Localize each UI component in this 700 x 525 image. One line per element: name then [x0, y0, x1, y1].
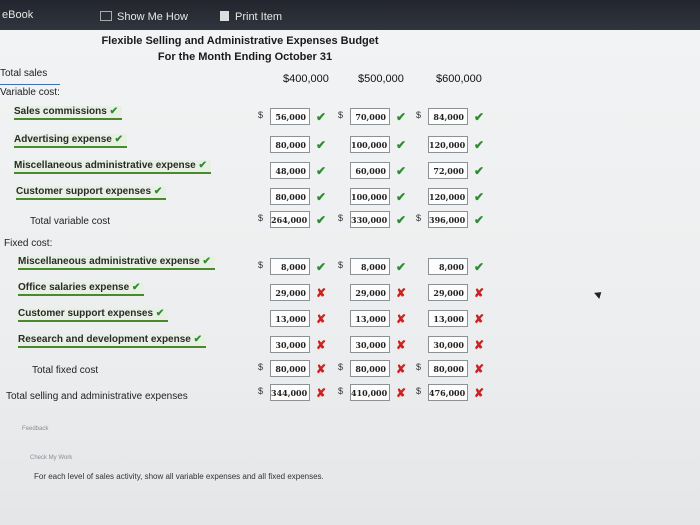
- amount-input[interactable]: 80,000: [270, 136, 310, 153]
- check-icon: ✔: [316, 260, 327, 274]
- fixed-cost-label: Fixed cost:: [4, 238, 53, 249]
- check-icon: ✔: [155, 308, 165, 319]
- check-icon: ✔: [474, 260, 485, 274]
- worksheet: [0, 30, 700, 525]
- x-mark-icon: ✘: [396, 386, 407, 400]
- dollar-sign: $: [258, 110, 264, 120]
- check-icon: ✔: [202, 256, 211, 267]
- row-label: Customer support expenses ✔: [16, 186, 166, 200]
- amount-input[interactable]: 476,000: [428, 384, 468, 401]
- dollar-sign: $: [416, 386, 422, 396]
- amount-input[interactable]: 100,000: [350, 188, 390, 205]
- x-mark-icon: ✘: [474, 338, 485, 352]
- dollar-sign: $: [416, 362, 422, 372]
- check-icon: ✔: [474, 164, 485, 178]
- budget-subtitle: For the Month Ending October 31: [157, 51, 333, 63]
- amount-input[interactable]: 72,000: [428, 162, 468, 179]
- print-item-label: Print Item: [235, 11, 283, 23]
- dollar-sign: $: [416, 213, 422, 223]
- amount-input[interactable]: 80,000: [428, 360, 468, 377]
- show-me-how-icon: [100, 11, 112, 21]
- check-icon: ✔: [396, 213, 407, 227]
- x-mark-icon: ✘: [316, 286, 327, 300]
- amount-input[interactable]: 60,000: [350, 162, 390, 179]
- column-header-2: $500,000: [358, 73, 404, 85]
- check-icon: ✔: [198, 160, 207, 171]
- x-mark-icon: ✘: [316, 312, 327, 326]
- total-fixed-cost-label: Total fixed cost: [32, 365, 99, 376]
- ebook-link[interactable]: eBook: [2, 9, 34, 21]
- amount-input[interactable]: 56,000: [270, 108, 310, 125]
- check-icon: ✔: [474, 110, 485, 124]
- show-me-how-button[interactable]: [100, 11, 188, 23]
- amount-input[interactable]: 8,000: [350, 258, 390, 275]
- row-label: Miscellaneous administrative expense ✔: [18, 256, 215, 270]
- amount-input[interactable]: 70,000: [350, 108, 390, 125]
- amount-input[interactable]: 13,000: [270, 310, 310, 327]
- amount-input[interactable]: 100,000: [350, 136, 390, 153]
- x-mark-icon: ✘: [316, 386, 327, 400]
- amount-input[interactable]: 396,000: [428, 211, 468, 228]
- check-icon: ✔: [153, 186, 163, 197]
- x-mark-icon: ✘: [316, 338, 327, 352]
- amount-input[interactable]: 120,000: [428, 136, 468, 153]
- amount-input[interactable]: 330,000: [350, 211, 390, 228]
- check-icon: ✔: [316, 190, 327, 204]
- x-mark-icon: ✘: [396, 362, 407, 376]
- dollar-sign: $: [258, 386, 264, 396]
- amount-input[interactable]: 410,000: [350, 384, 390, 401]
- x-mark-icon: ✘: [396, 286, 407, 300]
- x-mark-icon: ✘: [396, 338, 407, 352]
- instruction-note: For each level of sales activity, show all variable expenses and all fixed expenses.: [34, 472, 324, 481]
- amount-input[interactable]: 264,000: [270, 211, 310, 228]
- budget-title: Flexible Selling and Administrative Expenses Budget: [101, 35, 379, 47]
- total-variable-cost-label: Total variable cost: [30, 216, 111, 227]
- print-icon: [220, 11, 229, 21]
- dollar-sign: $: [338, 213, 344, 223]
- x-mark-icon: ✘: [474, 386, 485, 400]
- check-icon: ✔: [474, 190, 485, 204]
- amount-input[interactable]: 29,000: [428, 284, 468, 301]
- x-mark-icon: ✘: [316, 362, 327, 376]
- check-icon: ✔: [396, 190, 407, 204]
- amount-input[interactable]: 8,000: [270, 258, 310, 275]
- row-label: Office salaries expense ✔: [18, 282, 144, 296]
- show-me-how-label: Show Me How: [117, 11, 188, 23]
- column-header-1: $400,000: [283, 73, 329, 85]
- amount-input[interactable]: 80,000: [350, 360, 390, 377]
- check-icon: ✔: [474, 138, 485, 152]
- row-label: Customer support expenses ✔: [18, 308, 168, 322]
- amount-input[interactable]: 29,000: [350, 284, 390, 301]
- divider: [0, 84, 60, 85]
- column-header-3: $600,000: [436, 73, 482, 85]
- total-selling-admin-label: Total selling and administrative expenses: [6, 391, 188, 402]
- top-toolbar: [0, 0, 700, 30]
- amount-input[interactable]: 120,000: [428, 188, 468, 205]
- dollar-sign: $: [338, 110, 344, 120]
- amount-input[interactable]: 80,000: [270, 360, 310, 377]
- dollar-sign: $: [338, 362, 344, 372]
- row-label: Advertising expense ✔: [14, 134, 127, 148]
- check-icon: ✔: [396, 138, 407, 152]
- x-mark-icon: ✘: [474, 286, 485, 300]
- dollar-sign: $: [338, 260, 344, 270]
- amount-input[interactable]: 84,000: [428, 108, 468, 125]
- x-mark-icon: ✘: [474, 362, 485, 376]
- dollar-sign: $: [258, 213, 264, 223]
- feedback-section: Feedback: [22, 426, 49, 432]
- check-icon: ✔: [109, 106, 118, 117]
- check-my-work-link[interactable]: Check My Work: [30, 455, 73, 461]
- total-sales-label: Total sales: [0, 68, 48, 79]
- check-icon: ✔: [114, 134, 123, 145]
- row-label: Miscellaneous administrative expense ✔: [14, 160, 211, 174]
- amount-input[interactable]: 8,000: [428, 258, 468, 275]
- variable-cost-label: Variable cost:: [0, 87, 60, 98]
- amount-input[interactable]: 30,000: [428, 336, 468, 353]
- row-label: Sales commissions ✔: [14, 106, 122, 120]
- amount-input[interactable]: 30,000: [270, 336, 310, 353]
- check-icon: ✔: [316, 213, 327, 227]
- check-icon: ✔: [193, 334, 203, 345]
- amount-input[interactable]: 13,000: [428, 310, 468, 327]
- x-mark-icon: ✘: [474, 312, 485, 326]
- dollar-sign: $: [416, 110, 422, 120]
- row-label: Research and development expense ✔: [18, 334, 206, 348]
- check-icon: ✔: [316, 110, 327, 124]
- amount-input[interactable]: 80,000: [270, 188, 310, 205]
- print-item-button[interactable]: [220, 11, 282, 23]
- amount-input[interactable]: 48,000: [270, 162, 310, 179]
- check-icon: ✔: [396, 164, 407, 178]
- amount-input[interactable]: 13,000: [350, 310, 390, 327]
- check-icon: ✔: [316, 138, 327, 152]
- check-icon: ✔: [396, 260, 407, 274]
- check-icon: ✔: [131, 282, 141, 293]
- check-icon: ✔: [316, 164, 327, 178]
- dollar-sign: $: [258, 362, 264, 372]
- check-icon: ✔: [396, 110, 407, 124]
- check-icon: ✔: [474, 213, 485, 227]
- amount-input[interactable]: 344,000: [270, 384, 310, 401]
- x-mark-icon: ✘: [396, 312, 407, 326]
- amount-input[interactable]: 29,000: [270, 284, 310, 301]
- dollar-sign: $: [338, 386, 344, 396]
- amount-input[interactable]: 30,000: [350, 336, 390, 353]
- dollar-sign: $: [258, 260, 264, 270]
